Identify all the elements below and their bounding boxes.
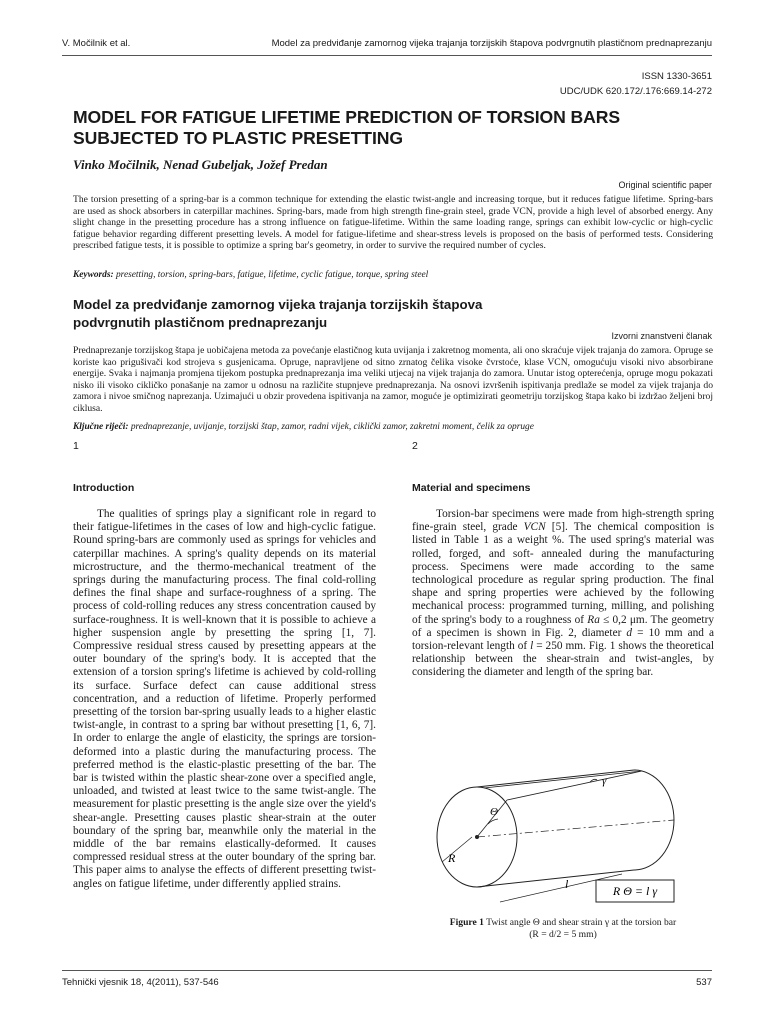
footer-journal: Tehnički vjesnik 18, 4(2011), 537-546 [62, 977, 219, 988]
figure-1-caption [412, 917, 714, 941]
paper-title-hr-line-1: Model za predviđanje zamornog vijeka trajanja torzijskih štapova [73, 297, 483, 312]
section-2-title: Material and specimens [412, 482, 531, 494]
label-gamma: γ [602, 775, 607, 787]
keywords-en-label: Keywords: [73, 270, 114, 280]
label-R: R [448, 851, 456, 865]
footer-rule [62, 970, 712, 971]
header-rule [62, 55, 712, 56]
cylinder-top-edge [477, 770, 634, 787]
page-number: 537 [696, 977, 712, 988]
udc: UDC/UDK 620.172/.176:669.14-272 [559, 86, 712, 97]
keywords-hr [73, 422, 713, 432]
keywords-hr-list: prednaprezanje, uvijanje, torzijski štap, zamor, radni vijek, ciklički zamor, zakretni moment, čelik za opruge [128, 422, 534, 432]
authors: Vinko Močilnik, Nenad Gubeljak, Jožef Predan [73, 157, 328, 172]
label-theta: Θ [490, 806, 498, 818]
figure-1-caption-line-1: Figure 1 Twist angle Θ and shear strain γ at the torsion bar [449, 917, 677, 928]
formula: R Θ = l γ [612, 884, 658, 898]
paper-title-hr-line-2: podvrgnutih plastičnom prednaprezanju [73, 315, 328, 330]
section-2-paragraph: Torsion-bar specimens were made from high-strength spring fine-grain steel, grade VCN [5]. The chemical composition is listed in Table 1 as a weight %. The used spring's material was rolled, forged, and soft- annealed during the manufacturing process. Specimens were made according to the same technological procedure as regular spring production. The final shape and spring properties were achieved by the following mechanical process: programmed turning, milling, and polishing of the spring's body to a roughness of Ra ≤ 0,2 μm. The geometry of a specimen is shown in Fig. 2, diameter d = 10 mm and a torsion-relevant length of l = 250 mm. Fig. 1 shows the theoretical relationship between the shear-strain and twist-angles, by considering the diameter and length of the spring bar. [412, 508, 714, 679]
figure-1-label: Figure 1 [449, 917, 484, 928]
paper-title-line-2: SUBJECTED TO PLASTIC PRESETTING [73, 128, 403, 148]
running-header-title: Model za predviđanje zamornog vijeka trajanja torzijskih štapova podvrgnutih plastičnom prednaprezanju [271, 38, 712, 49]
figure-1-diagram [412, 752, 714, 912]
center-point [475, 835, 479, 839]
cylinder-back-face [634, 770, 674, 870]
section-2-body [412, 508, 714, 680]
paper-type-en: Original scientific paper [618, 180, 712, 190]
abstract-hr: Prednaprezanje torzijskog štapa je uobičajena metoda za povećanje elastičnog kuta uvijanja i zakretnog momenta, ali ono skraćuje vijek trajanja do zamora. Opruge se koriste kao prigušivači kod strojeva s gusjenicama. Opruge, napravljene od sitno zrnatog čelika visoke čvrstoće, klase VCN, omogućuju visoki nivo absorbirane energije. Svaka i najmanja promjena tijekom postupka prednaprezanja ima veliki utjecaj na vijek trajanja do zamora. Unutar istog opterećenja, opruge mogu pokazati nisko ili visoko cikličko ponašanje na zamor u odnosu na različite stupnjeve prednaprezanja. Na osnovi izvršenih ispitivanja predlaže se model za vijek trajanja do zamora i nivoe smičnog naprezanja. Uzimajući u obzir provedena ispitivanja na zamor, moguće je optimizirati geometriju torzijskog štapa kako bi izdržao željeni broj ciklusa. [73, 345, 713, 414]
abstract-en: The torsion presetting of a spring-bar is a common technique for extending the elastic twist-angle and increasing torque, but it reduces fatigue lifetime. Spring-bars are used as shock absorbers in caterpillar machines. Spring-bars, made from high strength fine-grain steel, grade VCN, provide a high level of absorbed energy. Any slight change in the presetting procedure has a strong influence on fatigue-lifetime. Within the same loading range, springs can exhibit low-cyclic or high-cyclic fatigue behavior regarding different presetting levels. A model for fatigue-lifetime and shear-stress levels is proposed on the basis of performed tests. Considering prescribed fatigue tests, it is possible to optimize a spring bar's geometry, in order to survive the required number of cycles. [73, 194, 713, 251]
section-1-title: Introduction [73, 482, 135, 494]
running-header-authors: V. Močilnik et al. [62, 38, 131, 49]
figure-1-caption-line-2: (R = d/2 = 5 mm) [529, 929, 597, 940]
issn-block [560, 69, 712, 99]
cylinder-axis [477, 820, 674, 837]
paper-title-line-1: MODEL FOR FATIGUE LIFETIME PREDICTION OF TORSION BARS [73, 107, 620, 127]
section-1-paragraph: The qualities of springs play a significant role in regard to their fatigue-lifetimes in the cases of low and high-cyclic fatigue. Round spring-bars are commonly used as springs for vehicles and caterpillar machines. A spring's quality depends on its material microstructure, and the thermo-mechanical treatment of the springs during the manufacturing process. The final cold-rolling defines the final shape and surface-roughness of a spring. The process of cold-rolling reduces any stress concentration caused by surface-roughness. It is well-known that it is possible to achieve a higher suspension angle by presetting the spring [1, 7]. Compressive residual stress caused by presetting appears at the outer boundary of the spring's body. It is accepted that the extension of a torsion spring's lifetime is achieved by cold-rolling its surface. Surface defect can cause additional stress concentration, and a reduction of lifetime. Properly performed presetting of the torsion bar-spring usually leads to a higher elastic twist-angle, in contrast to a spring bar without presetting [1, 6, 7]. In order to enlarge the angle of elasticity, the springs are torsion-deformed into a plastic during the manufacturing process. The preferred method is the elastic-plastic presetting of the bar. The bar is twisted within the plastic shear-zone over a specified angle, unloaded, and twisted at least twice to the same twist-angle. The measurement for plastic presetting is the angle size over the yield's shear-angle. Presetting causes plastic shear-strain at the outer boundary of the spring bar, meanwhile only the material in the middle of the bar remains elastically-deformed. It causes compressed residual stress at the outer boundary of the spring bar. This paper aims to analyse the effects of different presetting twist-angles on fatigue lifetime, under differently applied strains. [73, 508, 376, 890]
keywords-en-list: presetting, torsion, spring-bars, fatigue, lifetime, cyclic fatigue, torque, spring steel [113, 270, 429, 280]
issn: ISSN 1330-3651 [641, 71, 712, 82]
label-l: l [565, 877, 569, 891]
keywords-hr-label: Ključne riječi: [73, 422, 129, 432]
paper-title [73, 107, 713, 149]
section-1-number: 1 [73, 440, 79, 452]
paper-title-hr [73, 296, 713, 332]
section-1-body [73, 508, 376, 891]
section-2-number: 2 [412, 440, 418, 452]
keywords-en [73, 270, 713, 280]
generator-line [484, 771, 642, 788]
twisted-line [507, 771, 642, 800]
paper-type-hr: Izvorni znanstveni članak [611, 331, 712, 341]
dim-line-R [442, 837, 472, 862]
